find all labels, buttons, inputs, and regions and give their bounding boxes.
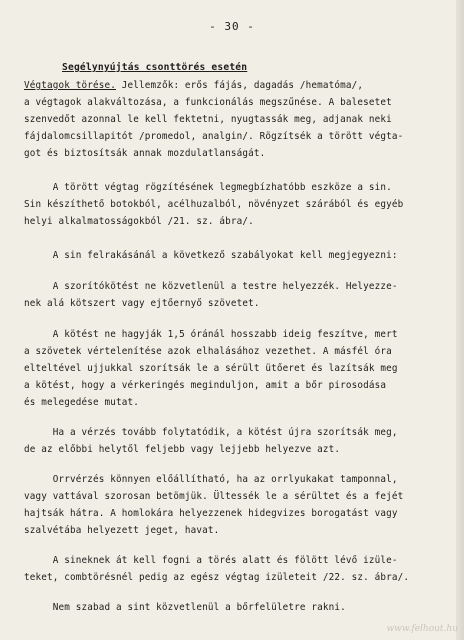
text-line: de az előbbi helytől feljebb vagy lejjebb helyezve azt.	[24, 444, 341, 455]
section-heading: Segélynyújtás csonttörés esetén	[62, 62, 248, 73]
text-line: A sin felrakásánál a következő szabályokat kell megjegyezni:	[24, 250, 398, 261]
text-line: fájdalomcsillapitót /promedol, analgin/. Rögzítsék a törött végta-	[24, 131, 404, 142]
text-line: A sineknek át kell fogni a törés alatt és fölött lévő izüle-	[24, 555, 398, 566]
page-edge-shadow	[456, 0, 464, 640]
text-line: Nem szabad a sint közvetlenül a bőrfelületre rakni.	[24, 602, 346, 613]
text-line: elteltével ujjukkal szorítsák le a sérült ütőeret és lazítsák meg	[24, 363, 398, 374]
text-line: vagy vattával szorosan betömjük. Ültessék le a sérültet és a fejét	[24, 491, 404, 502]
text-line: a kötést, hogy a vérkeringés meginduljon, amit a bőr pirosodása	[24, 380, 387, 391]
text-line: teket, combtörésnél pedig az egész végtag izületeit /22. sz. ábra/.	[24, 572, 410, 583]
text-line: nek alá kötszert vagy ejtőernyő szövetet.	[24, 298, 260, 309]
text-line: Sin készíthető botokból, acélhuzalból, növényzet szárából és egyéb	[24, 199, 404, 210]
text-line: szenvedőt azonnal le kell fektetni, nyugtassák meg, adjanak neki	[24, 114, 392, 125]
watermark: www.felhout.hu	[386, 624, 458, 634]
text-line: helyi alkalmatosságokból /21. sz. ábra/.	[24, 216, 254, 227]
text-line: Végtagok törése. Jellemzők: erős fájás, dagadás /hematóma/,	[24, 80, 364, 91]
text-line: Orrvérzés könnyen előállítható, ha az orrlyukakat tamponnal,	[24, 474, 398, 485]
text-line: Ha a vérzés tovább folytatódik, a kötést újra szorítsák meg,	[24, 427, 398, 438]
text-line: a szövetek vértelenítése azok elhalásához vezethet. A másfél óra	[24, 346, 392, 357]
text-line: a végtagok alakváltozása, a funkcionálás megszűnése. A balesetet	[24, 97, 392, 108]
text-line: és melegedése mutat.	[24, 397, 139, 408]
page-number: - 30 -	[209, 20, 255, 33]
text-line: got és biztosítsák annak mozdulatlanságát.	[24, 148, 266, 159]
paragraph-lead: Végtagok törése.	[24, 80, 116, 91]
text-line: szalvétába helyezett jeget, havat.	[24, 525, 220, 536]
text-line: A kötést ne hagyják 1,5 óránál hosszabb ideig feszítve, mert	[24, 329, 398, 340]
text-line: A szorítókötést ne közvetlenül a testre helyezzék. Helyezze-	[24, 281, 398, 292]
text-line: hajtsák hátra. A homlokára helyezzenek hidegvizes borogatást vagy	[24, 508, 398, 519]
text-line: A törött végtag rögzítésének legmegbízhatóbb eszköze a sin.	[24, 182, 392, 193]
